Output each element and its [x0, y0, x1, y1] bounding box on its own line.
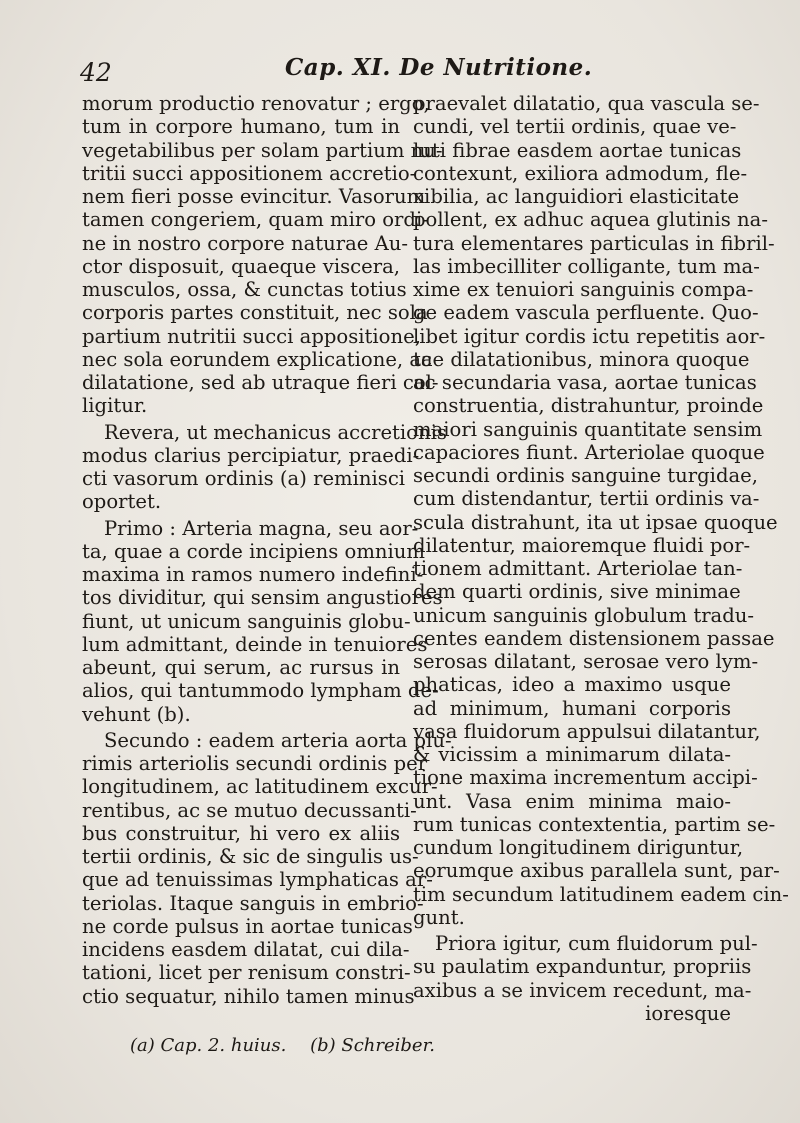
text-line: modus clarius percipiatur, praedi- [82, 443, 420, 467]
text-line: su paulatim expanduntur, propriis [413, 955, 752, 979]
text-line: ac secundaria vasa, aortae tunicas [413, 371, 757, 394]
text-line: ne corde pulsus in aortae tunicas [82, 914, 413, 938]
text-line: luti fibrae easdem aortae tunicas [413, 138, 742, 162]
text-line: eorumque axibus parallela sunt, par- [413, 859, 780, 883]
catchword: ioresque [645, 1001, 731, 1025]
text-line: axibus a se invicem recedunt, ma- [413, 978, 752, 1002]
text-line: nem fieri posse evincitur. Vasorum [82, 185, 426, 208]
text-line: tritii succi appositionem accretio- [82, 161, 417, 185]
text-line: maxima in ramos numero indefini- [82, 563, 424, 586]
text-line: ligitur. [82, 394, 148, 418]
text-line: dem quarti ordinis, sive minimae [413, 580, 741, 604]
text-line: partium nutritii succi appositione, [82, 324, 421, 348]
text-line: construentia, distrahuntur, proinde [413, 394, 764, 418]
text-line: centes eandem distensionem passae [413, 626, 775, 650]
text-line: tos dividitur, qui sensim angustiores [82, 586, 443, 610]
text-line: ne in nostro corpore naturae Au- [82, 231, 409, 255]
footnote-b: (b) Schreiber. [310, 1035, 435, 1056]
text-line: ta, quae a corde incipiens omnium [82, 539, 425, 563]
text-line: rum tunicas contextentia, partim se- [413, 812, 776, 836]
paragraph-start-line: Revera, ut mechanicus accretionis [104, 420, 447, 444]
page-header [80, 50, 740, 86]
text-line: ctio sequatur, nihilo tamen minus [82, 984, 415, 1008]
text-line: tionem admittant. Arteriolae tan- [413, 557, 743, 580]
text-line: pollent, ex adhuc aquea glutinis na- [413, 208, 768, 232]
text-line: capaciores fiunt. Arteriolae quoque [413, 440, 765, 464]
text-line: rentibus, ac se mutuo decussanti- [82, 798, 417, 822]
text-line: que ad tenuissimas lymphaticas ar- [82, 868, 433, 892]
text-line: morum productio renovatur ; ergo, [82, 92, 430, 115]
text-line: phaticas, ideo a maximo usque [413, 673, 731, 697]
text-line: fiunt, ut unicum sanguinis globu- [82, 609, 411, 633]
text-line: contexunt, exiliora admodum, fle- [413, 161, 748, 185]
text-line: libet igitur cordis ictu repetitis aor- [413, 324, 766, 348]
text-line: nec sola eorundem explicatione, ac [82, 347, 433, 371]
text-line: las imbecilliter colligante, tum ma- [413, 254, 760, 278]
text-line: rimis arteriolis secundi ordinis per [82, 752, 428, 775]
text-line: dilatentur, maioremque fluidi por- [413, 533, 751, 557]
running-title: Cap. XI. De Nutritione. [285, 54, 593, 81]
text-line: tationi, licet per renisum constri- [82, 961, 411, 985]
paragraph-start-line: Primo : Arteria magna, seu aor- [104, 516, 419, 540]
text-line: lum admittant, deinde in tenuiores [82, 632, 428, 656]
text-line: teriolas. Itaque sanguis in embrio- [82, 891, 424, 915]
footnotes [130, 1035, 550, 1056]
text-line: maiori sanguinis quantitate sensim [413, 417, 763, 441]
text-line: dilatatione, sed ab utraque fieri col- [82, 371, 439, 394]
text-line: tamen congeriem, quam miro ordi- [82, 208, 429, 232]
text-line: ad minimum, humani corporis [413, 696, 731, 720]
text-line: scula distrahunt, ita ut ipsae quoque [413, 510, 778, 534]
text-line: ctor disposuit, quaeque viscera, [82, 254, 400, 278]
text-line: & vicissim a minimarum dilata- [413, 743, 731, 766]
text-line: xibilia, ac languidiori elasticitate [413, 185, 740, 208]
text-line: unt. Vasa enim minima maio- [413, 789, 731, 813]
text-line: cum distendantur, tertii ordinis va- [413, 487, 760, 511]
text-line: tum in corpore humano, tum in [82, 115, 400, 139]
text-line: abeunt, qui serum, ac rursus in [82, 656, 400, 679]
text-line: longitudinem, ac latitudinem excur- [82, 775, 438, 799]
text-line: tura elementares particulas in fibril- [413, 231, 775, 255]
text-line: tim secundum latitudinem eadem cin- [413, 882, 789, 906]
page-number: 42 [80, 58, 112, 87]
text-line: alios, qui tantummodo lympham de- [82, 679, 439, 703]
text-line: unicum sanguinis globulum tradu- [413, 603, 755, 627]
text-line: serosas dilatant, serosae vero lym- [413, 650, 759, 673]
text-line: incidens easdem dilatat, cui dila- [82, 938, 410, 961]
text-line: praevalet dilatatio, qua vascula se- [413, 92, 760, 115]
paragraph-start-line: Secundo : eadem arteria aorta plu- [104, 728, 452, 752]
text-line: corporis partes constituit, nec sola [82, 301, 428, 325]
footnote-a: (a) Cap. 2. huius. [130, 1035, 287, 1056]
right-column [413, 92, 789, 1025]
text-line: cundi, vel tertii ordinis, quae ve- [413, 115, 737, 139]
text-line: tertii ordinis, & sic de singulis us- [82, 845, 419, 868]
text-line: tae dilatationibus, minora quoque [413, 347, 750, 371]
text-line: vasa fluidorum appulsui dilatantur, [413, 719, 761, 743]
paragraph-start-line: Priora igitur, cum fluidorum pul- [435, 932, 758, 955]
text-line: vegetabilibus per solam partium nu- [82, 138, 443, 162]
text-line: cti vasorum ordinis (a) reminisci [82, 467, 406, 490]
text-line: ge eadem vascula perfluente. Quo- [413, 301, 759, 325]
text-line: tione maxima incrementum accipi- [413, 766, 758, 790]
text-line: gunt. [413, 905, 465, 929]
text-line: xime ex tenuiori sanguinis compa- [413, 278, 754, 301]
text-line: musculos, ossa, & cunctas totius [82, 278, 407, 301]
text-line: cundum longitudinem diriguntur, [413, 836, 744, 859]
text-line: vehunt (b). [82, 702, 191, 726]
text-line: oportet. [82, 490, 162, 514]
text-line: bus construitur, hi vero ex aliis [82, 821, 400, 845]
text-line: secundi ordinis sanguine turgidae, [413, 464, 758, 487]
